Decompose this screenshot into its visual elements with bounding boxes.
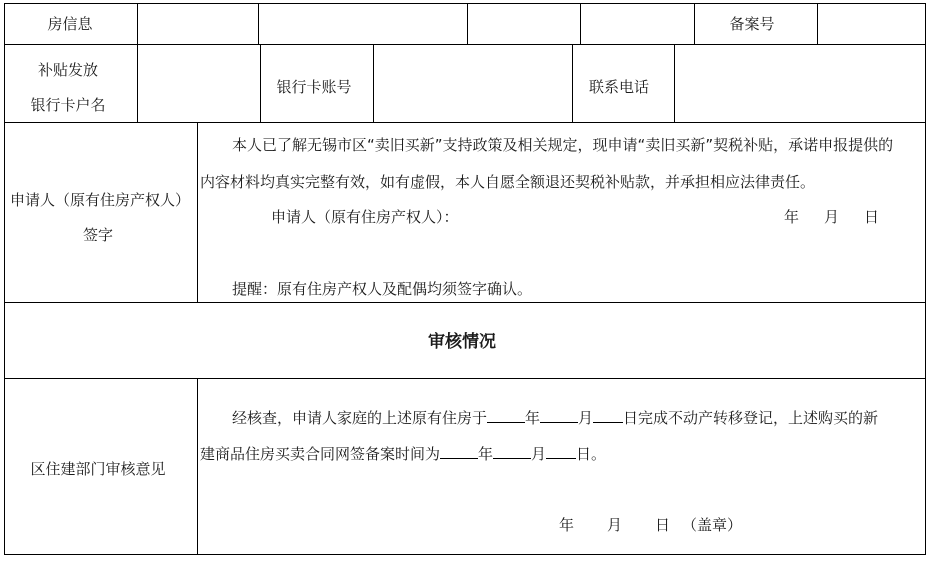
stamp-date-day: 日: [655, 516, 671, 534]
house-info-label: 房信息: [47, 15, 93, 33]
table-rule: [197, 122, 198, 303]
commitment-text-line2: 内容材料均真实完整有效，如有虚假，本人自愿全额退还契税补贴款，并承担相应法律责任。: [200, 173, 816, 191]
subsidy-account-name-field[interactable]: [138, 45, 259, 121]
filing-no-field[interactable]: [818, 4, 924, 43]
house-info-field[interactable]: [259, 4, 466, 43]
stamp-date-month: 月: [607, 516, 623, 534]
table-border-right: [925, 3, 926, 555]
phone-field[interactable]: [675, 45, 924, 121]
review-opinion-text: 日完成不动产转移登记，上述购买的新: [623, 409, 879, 427]
bank-card-label: 银行卡账号: [276, 78, 352, 96]
applicant-label: 申请人（原有住房产权人）: [9, 191, 191, 209]
applicant-signature-field[interactable]: [480, 204, 770, 230]
transfer-month-blank[interactable]: [540, 407, 578, 423]
review-opinion-text: 日。: [576, 445, 607, 463]
house-info-field[interactable]: [138, 4, 257, 43]
table-rule: [4, 122, 926, 123]
review-section-heading: 审核情况: [428, 332, 496, 352]
subsidy-account-name-label: 补贴发放: [37, 61, 99, 79]
sign-date-year: 年: [784, 208, 800, 226]
table-rule: [197, 378, 198, 555]
filing-year-blank[interactable]: [440, 443, 478, 459]
applicant-signature-label: 申请人（原有住房产权人）：: [271, 208, 459, 226]
year-label: 年: [478, 445, 494, 463]
review-opinion-line1: [232, 407, 878, 428]
sign-date-day: 日: [864, 208, 880, 226]
applicant-label-line2: 签字: [82, 226, 114, 244]
transfer-year-blank[interactable]: [487, 407, 525, 423]
bank-card-field[interactable]: [374, 45, 571, 121]
stamp-date-year: 年: [559, 516, 575, 534]
table-rule: [572, 44, 573, 123]
commitment-text-line1: 本人已了解无锡市区“卖旧买新”支持政策及相关规定，现申请“卖旧买新”契税补贴，承诺申报提供的: [232, 136, 894, 154]
stamp-label: （盖章）: [682, 516, 743, 534]
table-border-left: [4, 3, 5, 555]
review-opinion-text: 经核查，申请人家庭的上述原有住房于: [232, 409, 488, 427]
phone-label: 联系电话: [588, 78, 650, 96]
sign-date-month: 月: [824, 208, 840, 226]
filing-month-blank[interactable]: [493, 443, 531, 459]
house-info-field[interactable]: [581, 4, 693, 43]
year-label: 年: [525, 409, 541, 427]
table-rule: [260, 44, 261, 123]
district-housing-dept-label: 区住建部门审核意见: [30, 460, 166, 478]
month-label: 月: [578, 409, 594, 427]
filing-no-label: 备案号: [729, 15, 775, 33]
table-rule: [694, 3, 695, 45]
filing-day-blank[interactable]: [546, 443, 576, 459]
table-rule: [4, 302, 926, 303]
table-border-bottom: [4, 554, 926, 555]
spouse-signature-reminder: 提醒：原有住房产权人及配偶均须签字确认。: [232, 280, 533, 298]
review-opinion-text: 建商品住房买卖合同网签备案时间为: [200, 445, 441, 463]
table-rule: [4, 378, 926, 379]
house-info-field[interactable]: [468, 4, 579, 43]
subsidy-account-name-label-line2: 银行卡户名: [30, 96, 106, 114]
transfer-day-blank[interactable]: [593, 407, 623, 423]
month-label: 月: [531, 445, 547, 463]
review-opinion-line2: [200, 443, 606, 464]
